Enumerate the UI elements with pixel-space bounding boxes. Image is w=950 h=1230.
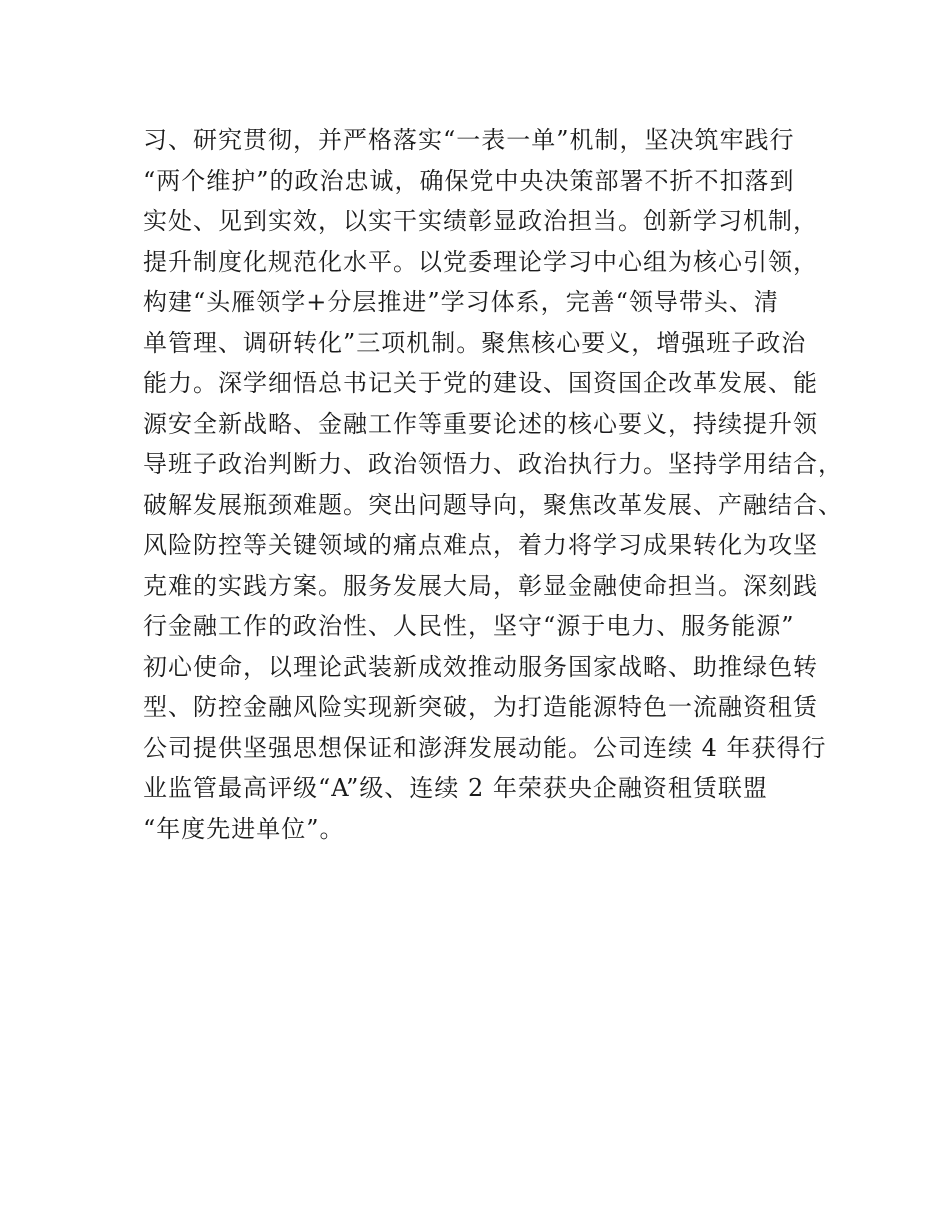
text-line: “年度先进单位”。 — [143, 814, 345, 843]
text-line: 单管理、调研转化”三项机制。聚焦核心要义，增强班子政治 — [143, 328, 807, 357]
text-line: 导班子政治判断力、政治领悟力、政治执行力。坚持学用结合， — [143, 450, 843, 478]
text-line: 构建“头雁领学+分层推进”学习体系，完善“领导带头、清 — [143, 288, 779, 316]
text-line: 业监管最高评级“A”级、连续 2 年荣获央企融资租赁联盟 — [143, 774, 768, 802]
body-paragraph — [143, 120, 843, 849]
text-line: 破解发展瓶颈难题。突出问题导向，聚焦改革发展、产融结合、 — [143, 490, 843, 519]
text-line: 提升制度化规范化水平。以党委理论学习中心组为核心引领， — [143, 247, 818, 276]
text-line: 克难的实践方案。服务发展大局，彰显金融使命担当。深刻践 — [143, 571, 818, 600]
text-line: 源安全新战略、金融工作等重要论述的核心要义，持续提升领 — [143, 409, 818, 438]
text-line: 初心使命，以理论武装新成效推动服务国家战略、助推绿色转 — [143, 652, 818, 681]
text-line: 行金融工作的政治性、人民性，坚守“源于电力、服务能源” — [143, 612, 795, 640]
text-line: 风险防控等关键领域的痛点难点，着力将学习成果转化为攻坚 — [143, 531, 818, 559]
text-line: 习、研究贯彻，并严格落实“一表一单”机制，坚决筑牢践行 — [143, 126, 795, 154]
text-line: 型、防控金融风险实现新突破，为打造能源特色一流融资租赁 — [143, 693, 818, 721]
text-line: 能力。深学细悟总书记关于党的建设、国资国企改革发展、能 — [143, 369, 818, 397]
text-line: 实处、见到实效，以实干实绩彰显政治担当。创新学习机制， — [143, 207, 818, 235]
text-line: “两个维护”的政治忠诚，确保党中央决策部署不折不扣落到 — [143, 166, 795, 195]
text-line: 公司提供坚强思想保证和澎湃发展动能。公司连续 4 年获得行 — [143, 733, 827, 762]
